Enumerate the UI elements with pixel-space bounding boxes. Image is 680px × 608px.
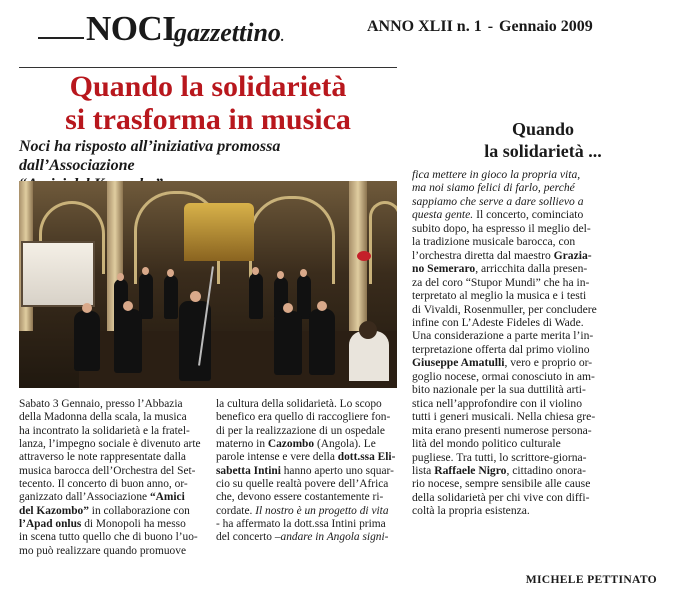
article-author: MICHELE PETTINATO [525,573,657,586]
article-column-1: Sabato 3 Gennaio, presso l’Abbazia della Madonna della scala, la musica ha incontrato la solidarietà e la fratel- lanza, l’impegno sociale è divenuto arte attraverso le note rappresentate dalla musica barocca dell’Orchestra del Set- tecento. Il concerto di buon anno, or- ganizzato dall’Associazione “Amici del Kazombo” in collaborazione con l’Apad onlus di Monopoli ha messo in scena tutto quello che di buono l’uo- mo può realizzare quando promuove [19,398,201,557]
issue-date: Gennaio 2009 [499,18,593,35]
article-headline: Quando la solidarietà si trasforma in musica [65,70,351,136]
issue-info: ANNO XLII n. 1 - Gennaio 2009 [367,18,593,35]
article-rule [19,67,397,68]
issue-volume: ANNO XLII n. 1 [367,18,482,35]
masthead-subtitle: gazzettino. [174,18,285,47]
side-article-title: Quando la solidarietà ... [484,119,602,161]
projection-screen [21,241,95,307]
article-column-2: la cultura della solidarietà. Lo scopo benefico era quello di raccogliere fon- di per la realizzazione di un ospedale materno in Cazombo (Angola). Le parole intense e vere della dott.ssa Eli- sabetta Intini hanno aperto uno squar- cio su quelle realtà povere dell’Africa che, devono essere costantemente ri- cordate. Il nostro è un progetto di vita - ha affermato la dott.ssa Intini prima del concerto –andare in Angola signi- [216,398,396,544]
side-article-text: fica mettere in gioco la propria vita, ma noi siamo felici di farlo, perché sappiamo che serve a dare sollievo a questa gente. Il concerto, cominciato subito dopo, ha espresso il meglio del- la tradizione musicale barocca, con l’orchestra diretta dal maestro Grazia- no Semeraro, arricchita dalla presen- za del coro “Stupor Mundi” che ha in- terpretato al meglio la musica e i testi di Vivaldi, Rosenmuller, per concludere infine con L’Adeste Fideles di Wade. Una considerazione a parte merita l’in- terpretazione offerta dal primo violino Giuseppe Amatulli, vero e proprio or- goglio nocese, ormai conosciuto in am- bito nazionale per la sua duttilità arti- stica nell’approfondire con il violino tutti i generi musicali. Nella chiesa gre- mita erano presenti numerose persona- lità del mondo politico culturale pugliese. Tra tutti, lo scrittore-giorna- lista Raffaele Nigro, cittadino onora- rio nocese, sempre sensibile alle cause della solidarietà per chi vive con diffi- coltà la propria esistenza. [412,168,597,518]
concert-photo [19,181,397,388]
masthead-title: NOCI [86,9,176,48]
article-subheading: Noci ha risposto all’iniziativa promossa dall’Associazione [19,138,281,174]
masthead-rule [38,37,84,39]
